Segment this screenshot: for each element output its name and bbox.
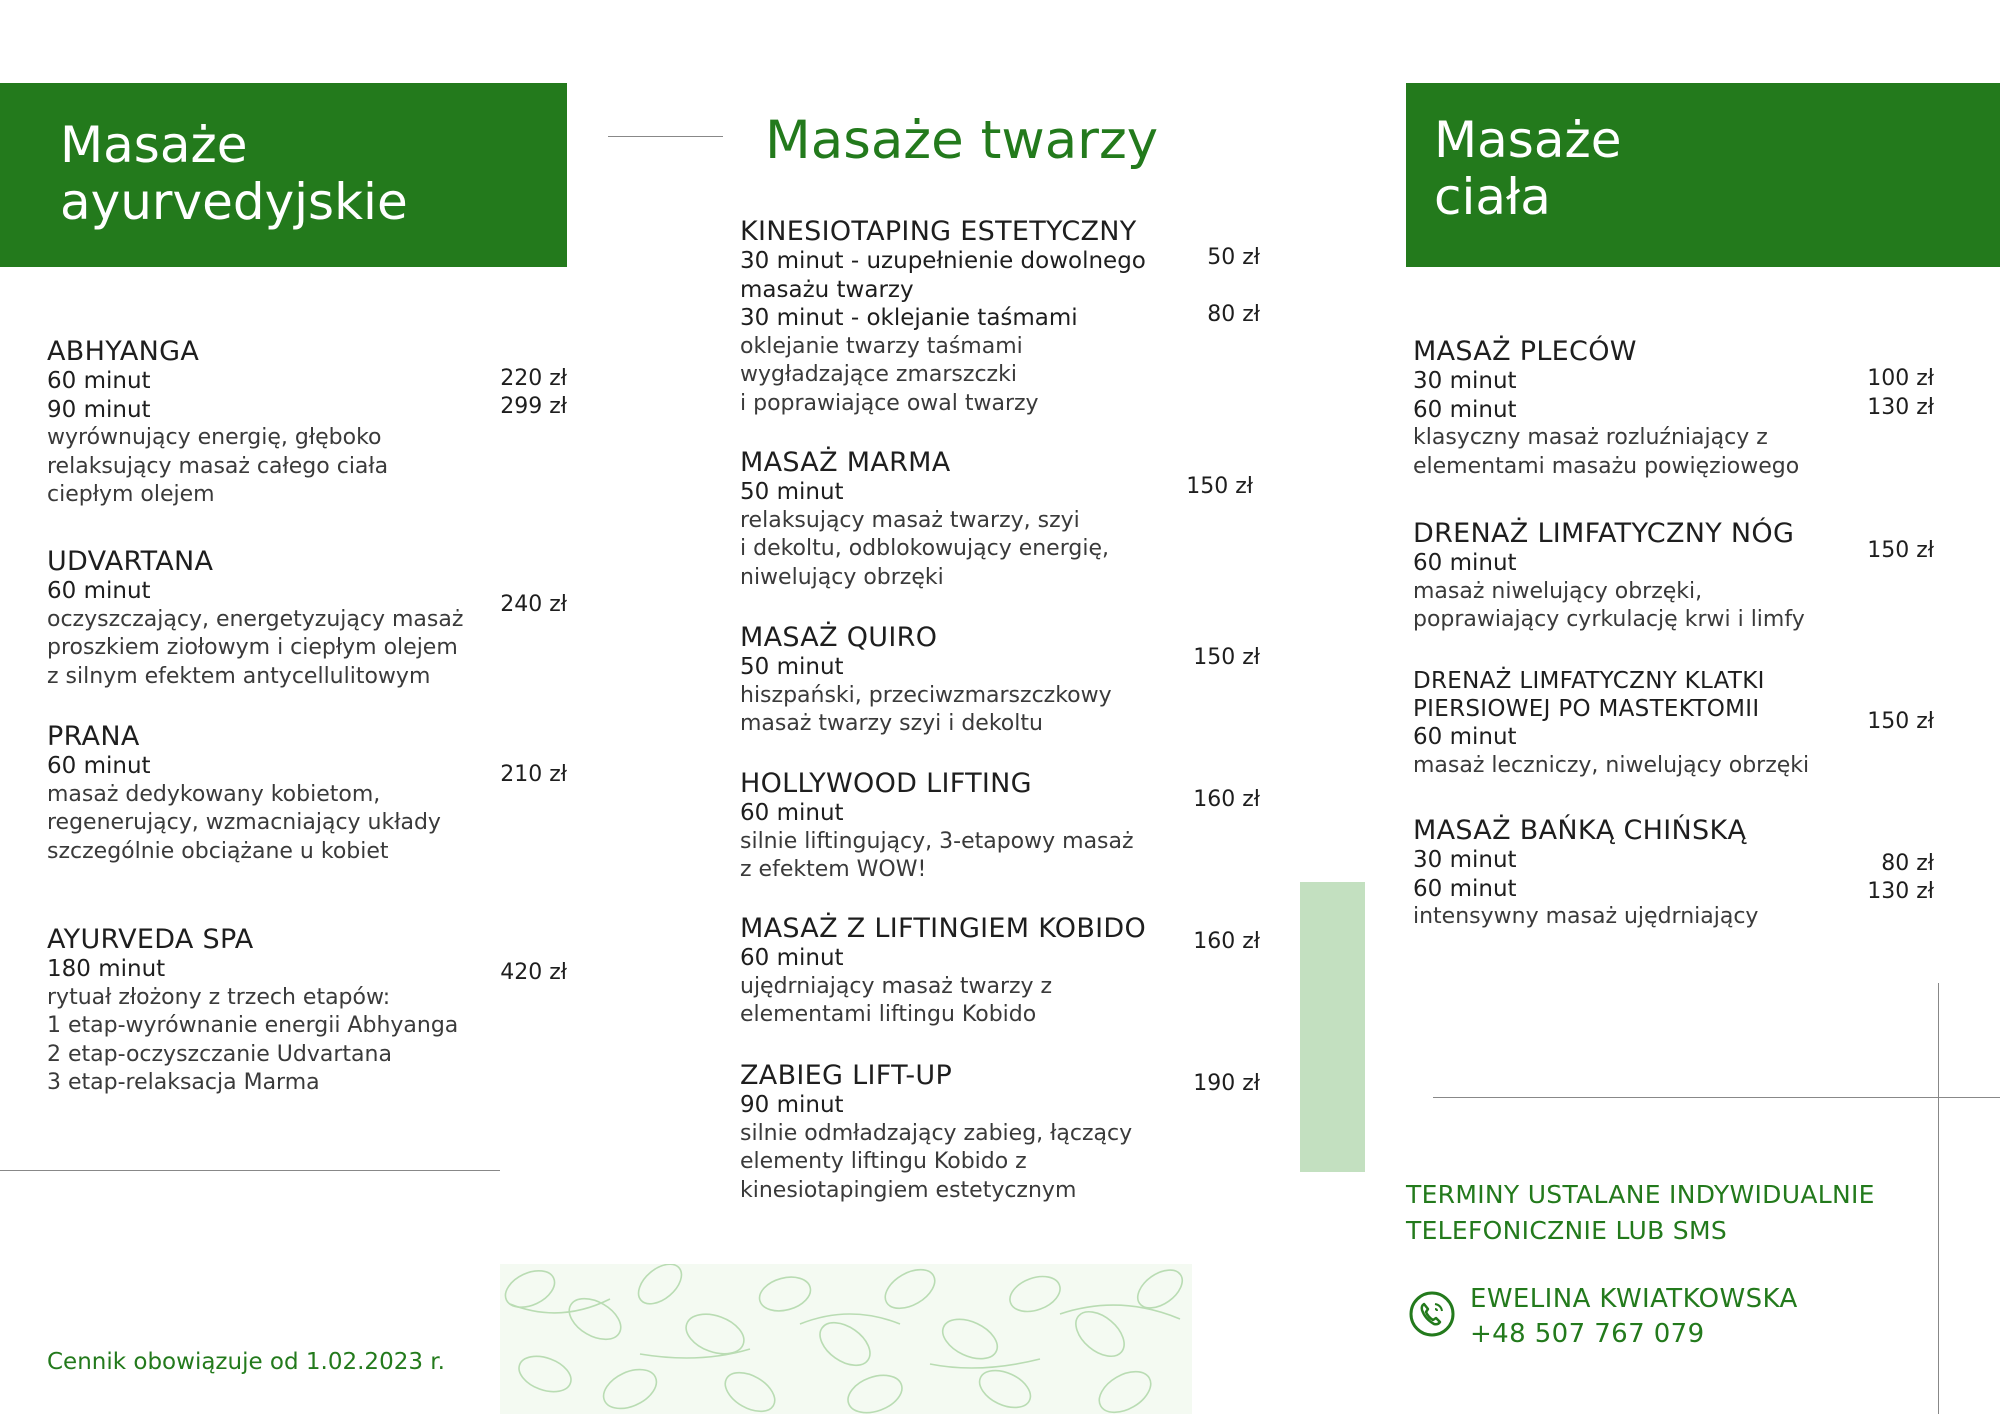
item-price: 420 zł (500, 960, 567, 985)
left-title: Masaże ayurvedyjskie (60, 116, 408, 231)
item-duration: 60 minut (1413, 396, 1517, 423)
leaf-pattern-decoration (500, 1264, 1192, 1414)
item-name: MASAŻ Z LIFTINGIEM KOBIDO (740, 913, 1147, 944)
item-duration: 30 minut (1413, 368, 1517, 394)
item-desc: 3 etap-relaksacja Marma (47, 1070, 320, 1095)
item-desc: 2 etap-oczyszczanie Udvartana (47, 1041, 392, 1067)
divider (1433, 1097, 2000, 1098)
item-name: ZABIEG LIFT-UP (740, 1060, 953, 1091)
middle-title: Masaże twarzy (765, 110, 1159, 171)
item-duration: 90 minut (47, 396, 151, 423)
booking-note (1406, 1177, 1875, 1249)
item-desc: masaż twarzy szyi i dekoltu (740, 711, 1043, 736)
list-item (47, 337, 567, 510)
item-desc: regenerujący, wzmacniający układy (47, 810, 441, 835)
item-duration: 60 minut (1413, 550, 1517, 576)
item-desc: oklejanie twarzy taśmami (740, 333, 1023, 359)
booking-note-line: TELEFONICZNIE LUB SMS (1406, 1216, 1728, 1245)
list-item (740, 914, 1180, 1030)
leaf-pattern-icon (500, 1264, 1192, 1414)
divider (0, 1170, 500, 1171)
item-price: 130 zł (1867, 879, 1934, 904)
item-desc: masaż leczniczy, niwelujący obrzęki (1413, 752, 1810, 778)
divider-vertical (1938, 983, 1939, 1414)
item-name: DRENAŻ LIMFATYCZNY KLATKI PIERSIOWEJ PO MASTEKTOMII (1413, 668, 1765, 722)
item-desc: wygładzające zmarszczki (740, 362, 1017, 387)
item-desc: rytuał złożony z trzech etapów: (47, 984, 391, 1010)
decorative-bar (1300, 882, 1365, 1172)
item-name: AYURVEDA SPA (47, 924, 254, 955)
item-desc: niwelujący obrzęki (740, 564, 944, 590)
item-price: 150 zł (1186, 474, 1253, 499)
list-item (740, 769, 1180, 885)
list-item (47, 722, 567, 866)
item-duration: 90 minut (740, 1092, 844, 1118)
item-price: 210 zł (500, 762, 567, 787)
item-name: MASAŻ PLECÓW (1413, 336, 1637, 367)
list-item (740, 217, 1180, 418)
item-price: 160 zł (1193, 787, 1260, 812)
item-price: 150 zł (1867, 709, 1934, 734)
item-desc: masaż dedykowany kobietom, (47, 781, 381, 807)
item-desc: z silnym efektem antycellulitowym (47, 663, 431, 689)
item-price: 299 zł (500, 394, 567, 419)
item-name: MASAŻ MARMA (740, 447, 951, 478)
item-desc: relaksujący masaż twarzy, szyi (740, 507, 1080, 533)
item-name: MASAŻ QUIRO (740, 622, 938, 653)
list-item (740, 623, 1180, 739)
item-desc: hiszpański, przeciwzmarszczkowy (740, 682, 1112, 708)
item-name: MASAŻ BAŃKĄ CHIŃSKĄ (1413, 815, 1747, 846)
left-header (0, 83, 567, 267)
item-desc: i dekoltu, odblokowujący energię, (740, 536, 1109, 561)
item-desc: poprawiający cyrkulację krwi i limfy (1413, 607, 1805, 632)
item-name: KINESIOTAPING ESTETYCZNY (740, 216, 1137, 247)
item-desc: ciepłym olejem (47, 482, 215, 507)
item-desc: masaż niwelujący obrzęki, (1413, 578, 1703, 604)
item-duration: 60 minut (47, 578, 151, 604)
item-duration: 60 minut (1413, 724, 1517, 750)
item-price: 130 zł (1867, 395, 1934, 420)
item-name: PRANA (47, 721, 140, 752)
item-price: 150 zł (1193, 645, 1260, 670)
item-desc: ujędrniający masaż twarzy z (740, 973, 1053, 999)
item-name: ABHYANGA (47, 336, 200, 367)
list-item (740, 448, 1180, 592)
item-desc: proszkiem ziołowym i ciepłym olejem (47, 635, 458, 660)
item-desc: oczyszczający, energetyzujący masaż (47, 606, 464, 632)
item-duration: 60 minut (47, 368, 151, 394)
item-duration: 60 minut (740, 945, 844, 971)
list-item (47, 547, 567, 691)
item-price: 80 zł (1207, 302, 1260, 327)
list-item (47, 925, 567, 1098)
item-desc: elementami liftingu Kobido (740, 1002, 1037, 1027)
item-desc: elementami masażu powięziowego (1413, 453, 1800, 479)
item-duration: 30 minut (1413, 847, 1517, 873)
item-duration: 60 minut (1413, 875, 1517, 902)
item-duration: 30 minut - uzupełnienie dowolnego (740, 248, 1146, 274)
booking-note-line: TERMINY USTALANE INDYWIDUALNIE (1406, 1180, 1875, 1209)
item-duration: 60 minut (47, 753, 151, 779)
item-price: 190 zł (1193, 1071, 1260, 1096)
contact-name: EWELINA KWIATKOWSKA (1470, 1284, 1798, 1314)
item-desc: intensywny masaż ujędrniający (1413, 904, 1759, 929)
item-name: HOLLYWOOD LIFTING (740, 768, 1032, 799)
item-desc: 1 etap-wyrównanie energii Abhyanga (47, 1013, 459, 1038)
item-name: UDVARTANA (47, 546, 214, 577)
phone-icon[interactable] (1408, 1290, 1456, 1338)
item-price: 150 zł (1867, 538, 1934, 563)
item-price: 80 zł (1881, 851, 1934, 876)
item-duration: 60 minut (740, 800, 844, 826)
contact-phone[interactable]: +48 507 767 079 (1470, 1319, 1705, 1349)
right-header (1406, 83, 2000, 267)
item-duration: 180 minut (47, 956, 166, 982)
item-name: DRENAŻ LIMFATYCZNY NÓG (1413, 518, 1795, 549)
item-desc: silnie liftingujący, 3-etapowy masaż (740, 828, 1134, 854)
price-validity-note: Cennik obowiązuje od 1.02.2023 r. (47, 1349, 445, 1375)
item-desc: kinesiotapingiem estetycznym (740, 1177, 1077, 1203)
right-title: Masaże ciała (1434, 111, 1622, 226)
item-desc: wyrównujący energię, głęboko (47, 425, 382, 450)
item-price: 160 zł (1193, 929, 1260, 954)
item-desc: szczególnie obciążane u kobiet (47, 838, 389, 864)
item-duration: 50 minut (740, 654, 844, 680)
item-duration: 50 minut (740, 479, 844, 505)
item-desc: elementy liftingu Kobido z (740, 1149, 1027, 1174)
item-desc: i poprawiające owal twarzy (740, 390, 1039, 416)
item-duration: masażu twarzy (740, 276, 914, 303)
item-desc: klasyczny masaż rozluźniający z (1413, 425, 1768, 450)
item-desc: z efektem WOW! (740, 857, 927, 882)
title-rule (608, 136, 723, 137)
item-duration: 30 minut - oklejanie taśmami (740, 305, 1078, 331)
list-item (1413, 519, 1933, 635)
item-desc: silnie odmładzający zabieg, łączący (740, 1120, 1133, 1146)
list-item (740, 1061, 1180, 1205)
item-desc: relaksujący masaż całego ciała (47, 453, 389, 479)
item-price: 220 zł (500, 366, 567, 391)
item-price: 100 zł (1867, 366, 1934, 391)
item-price: 240 zł (500, 592, 567, 617)
item-price: 50 zł (1207, 245, 1260, 270)
